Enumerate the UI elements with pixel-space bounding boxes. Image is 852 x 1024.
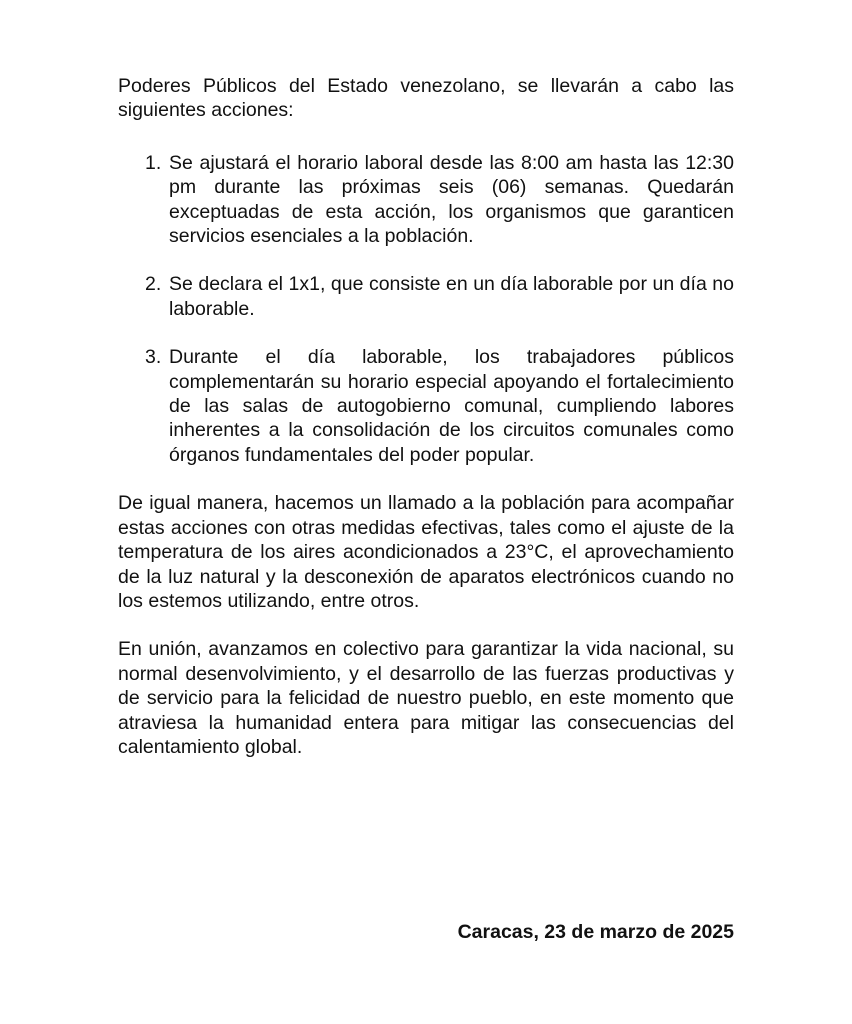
list-item-number: 2. xyxy=(145,273,162,296)
call-to-population-paragraph: De igual manera, hacemos un llamado a la población para acompañar estas acciones con otras medidas efectivas, tales como el ajuste de la temperatura de los aires acondicionados a 23°C, el aprovechamiento de la luz natural y la desconexión de aparatos electrónicos cuando no los estemos utilizando, entre otros. xyxy=(118,492,734,612)
list-item-action-2 xyxy=(118,272,734,321)
list-item-text: Se declara el 1x1, que consiste en un día laborable por un día no laborable. xyxy=(169,273,734,320)
list-item-number: 3. xyxy=(145,346,162,369)
actions-list xyxy=(118,151,734,467)
list-item-number: 1. xyxy=(145,151,162,174)
list-item-text: Se ajustará el horario laboral desde las 8:00 am hasta las 12:30 pm durante las próximas seis (06) semanas. Quedarán exceptuadas de esta acción, los organismos que garanticen servicios esenciales a la población. xyxy=(169,151,734,248)
intro-paragraph: Poderes Públicos del Estado venezolano, se llevarán a cabo las siguientes acciones: xyxy=(118,75,734,122)
list-item-text: Durante el día laborable, los trabajadores públicos complementarán su horario especial apoyando el fortalecimiento de las salas de autogobierno comunal, cumpliendo labores inherentes a la consolidación de los circuitos comunales como órganos fundamentales del poder popular. xyxy=(169,346,734,466)
document-body xyxy=(118,74,734,759)
list-item-action-1 xyxy=(118,151,734,249)
closing-paragraph: En unión, avanzamos en colectivo para garantizar la vida nacional, su normal desenvolvimiento, y el desarrollo de las fuerzas productivas y de servicio para la felicidad de nuestro pueblo, en este momento que atraviesa la humanidad entera para mitigar las consecuencias del calentamiento global. xyxy=(118,638,734,758)
signature-date-line: Caracas, 23 de marzo de 2025 xyxy=(457,921,734,943)
list-item-action-3 xyxy=(118,345,734,467)
